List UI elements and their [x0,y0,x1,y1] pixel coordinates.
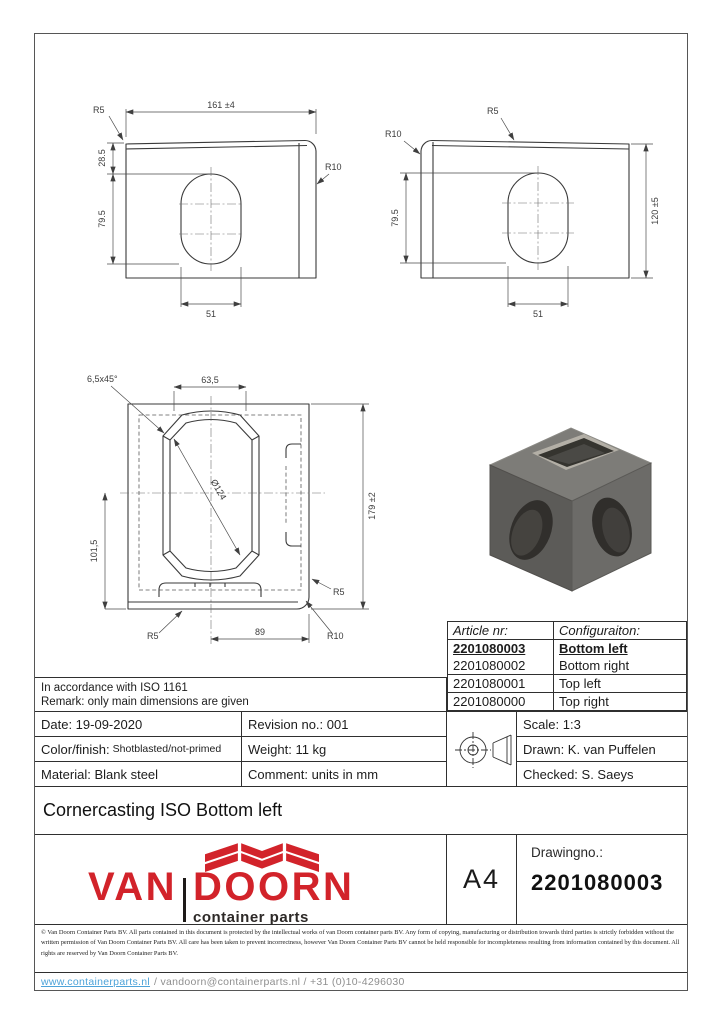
dim-side-label: 79.5 [390,209,400,227]
contact-row [35,972,687,990]
logo-text-doorn: DOORN [193,865,355,909]
drawing-number: 2201080003 [531,870,664,895]
title-block [35,711,687,786]
drawn-by-field: Drawn: K. van Puffelen [523,741,656,757]
radius-r10-label: R10 [385,129,402,139]
radius-r10-label: R10 [325,162,342,172]
dim-left-label: 101,5 [89,539,99,563]
radius-r5-bottom-label: R5 [147,631,159,641]
scale-field: Scale: 1:3 [523,716,581,732]
configuration-header: Configuraiton: [559,623,640,638]
article-nr: 2201080000 [448,693,554,710]
dim-width-label: 161 ±4 [207,100,235,110]
configuration: Bottom left [559,641,628,656]
configuration: Top left [559,676,601,691]
chamfer-label: 6,5x45° [87,374,118,384]
radius-r10-label: R10 [327,631,344,641]
remark-note: Remark: only main dimensions are given [41,696,249,709]
top-view [87,374,377,644]
logo-divider [183,878,186,922]
logo-tagline: container parts [193,909,309,926]
dim-offset-label: 28.5 [97,149,107,167]
weight-field: Weight: 11 kg [248,741,327,757]
table-row [448,657,686,675]
drawing-canvas [35,34,686,656]
material-field: Material: Blank steel [35,762,242,786]
revision-field: Revision no.: 001 [248,716,349,732]
article-nr-header: Article nr: [448,622,554,639]
radius-r5-label: R5 [487,106,499,116]
drawing-number-cell [517,835,687,924]
front-view [93,100,342,319]
dim-top-label: 63,5 [201,375,219,385]
radius-r5-side-label: R5 [333,587,345,597]
dim-side-label: 79.5 [97,210,107,228]
article-nr: 2201080003 [453,641,526,656]
drawing-title: Cornercasting ISO Bottom left [43,800,283,820]
table-row [448,640,686,657]
logo-text-van: VAN [88,865,177,909]
dim-hole-label: 51 [532,309,544,319]
drawing-number-label: Drawingno.: [531,845,604,860]
dim-height-label: 179 ±2 [367,492,377,520]
copyright-notice: © Van Doorn Container Parts BV. All parts contained in this document is protected by the intellectual works of van Doorn container parts BV. Any form of copying, manufacturing or distribution towards third parties is strictly forbidden without the written permission of Van Doorn Container Parts BV. All care has been taken to prevent incorrectness, however Van Doorn Container Parts BV cannot be held responsible for incompleteness resulting from information contained by this document. All rights are reserved by Van Doorn Container Parts BV. [35,924,687,972]
first-angle-projection-icon [449,714,515,784]
notes-box [35,677,447,711]
sheet-frame [34,33,688,991]
configuration: Bottom right [559,658,630,673]
drawing-title-row [35,786,687,834]
projection-symbol-cell [447,712,517,786]
website-link[interactable]: www.containerparts.nl [41,975,151,988]
side-view [385,106,660,319]
configuration: Top right [559,694,609,709]
company-logo [35,835,447,924]
dim-height-label: 120 ±5 [650,197,660,225]
table-row [448,675,686,693]
date-field: Date: 19-09-2020 [35,712,242,736]
color-finish-value: Shotblasted/not-primed [112,743,222,755]
article-table [447,621,687,711]
radius-r5-label: R5 [93,105,105,115]
article-nr: 2201080002 [448,657,554,674]
paper-size-label: A4 [447,835,517,924]
article-table-header [448,622,686,640]
iso-standard-note: In accordance with ISO 1161 [41,682,188,694]
dim-hole-label: 51 [205,309,217,319]
color-finish-field: Color/finish: Shotblasted/not-primed [35,737,242,761]
table-row [448,693,686,710]
corner-casting-3d-render [490,428,651,591]
diameter-label: Ø124 [208,477,229,502]
article-nr: 2201080001 [448,675,554,692]
contact-details: / vandoorn@containerparts.nl / +31 (0)10-4296030 [154,975,405,988]
bottom-block [35,834,687,924]
checked-by-field: Checked: S. Saeys [523,766,634,782]
dim-bottom-label: 89 [254,627,266,637]
comment-field: Comment: units in mm [248,766,379,782]
